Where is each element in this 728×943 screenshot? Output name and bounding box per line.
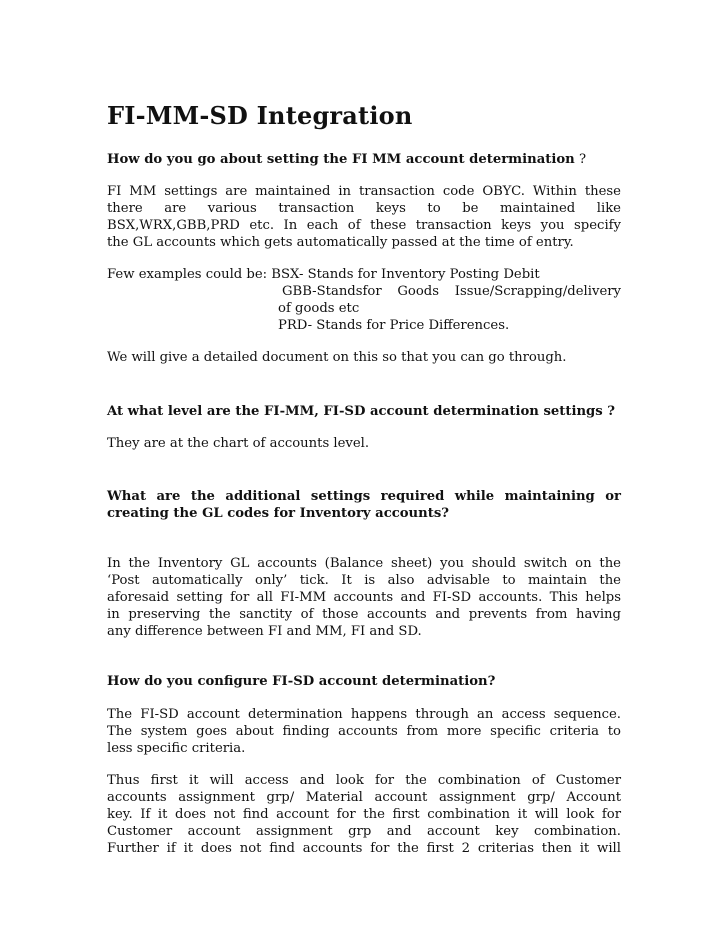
example-line	[278, 283, 621, 300]
paragraph-line: We will give a detailed document on this so that you can go through.	[107, 350, 567, 365]
question-mark: ?	[578, 152, 587, 167]
answer-line: in preserving the sanctity of those accounts and prevents from having	[107, 607, 621, 622]
examples-intro: Few examples could be: BSX- Stands for Inventory Posting Debit	[107, 267, 540, 282]
answer-line: ‘Post automatically only’ tick. It is also advisable to maintain the	[107, 573, 621, 588]
paragraph-line: key. If it does not find account for the first combination it will look for	[107, 807, 621, 822]
answer-line: any difference between FI and MM, FI and SD.	[107, 624, 422, 639]
paragraph-line: the GL accounts which gets automatically passed at the time of entry.	[107, 235, 574, 250]
paragraph-line: The system goes about finding accounts from more specific criteria to	[107, 724, 621, 739]
paragraph-line: Customer account assignment grp and account key combination.	[107, 824, 621, 839]
answer-line: In the Inventory GL accounts (Balance sheet) you should switch on the	[107, 556, 621, 571]
paragraph-line: less specific criteria.	[107, 741, 246, 756]
paragraph-line: accounts assignment grp/ Material account assignment grp/ Account	[107, 790, 621, 805]
paragraph-line: there are various transaction keys to be maintained like	[107, 201, 621, 216]
question-level: At what level are the FI-MM, FI-SD account determination settings ?	[107, 404, 616, 419]
paragraph-line: FI MM settings are maintained in transaction code OBYC. Within these	[107, 184, 621, 199]
question-account-determination	[107, 151, 621, 168]
paragraph-line: BSX,WRX,GBB,PRD etc. In each of these transaction keys you specify	[107, 218, 621, 233]
question-line: creating the GL codes for Inventory accounts?	[107, 506, 449, 521]
answer-line: They are at the chart of accounts level.	[107, 436, 370, 451]
example-gbb-text: GBB-Standsfor Goods Issue/Scrapping/delivery	[282, 284, 621, 299]
example-line: PRD- Stands for Price Differences.	[278, 318, 510, 333]
example-line: of goods etc	[278, 301, 360, 316]
paragraph-line: Further if it does not find accounts for the first 2 criterias then it will	[107, 841, 621, 856]
answer-line: aforesaid setting for all FI-MM accounts and FI-SD accounts. This helps	[107, 590, 621, 605]
paragraph-line: The FI-SD account determination happens through an access sequence.	[107, 707, 621, 722]
question-line: What are the additional settings required while maintaining or	[107, 489, 621, 504]
question-fi-sd: How do you configure FI-SD account determination?	[107, 674, 496, 689]
question-text: How do you go about setting the FI MM account determination	[107, 152, 575, 167]
page-title: FI-MM-SD Integration	[107, 101, 413, 130]
paragraph-line: Thus first it will access and look for the combination of Customer	[107, 773, 621, 788]
